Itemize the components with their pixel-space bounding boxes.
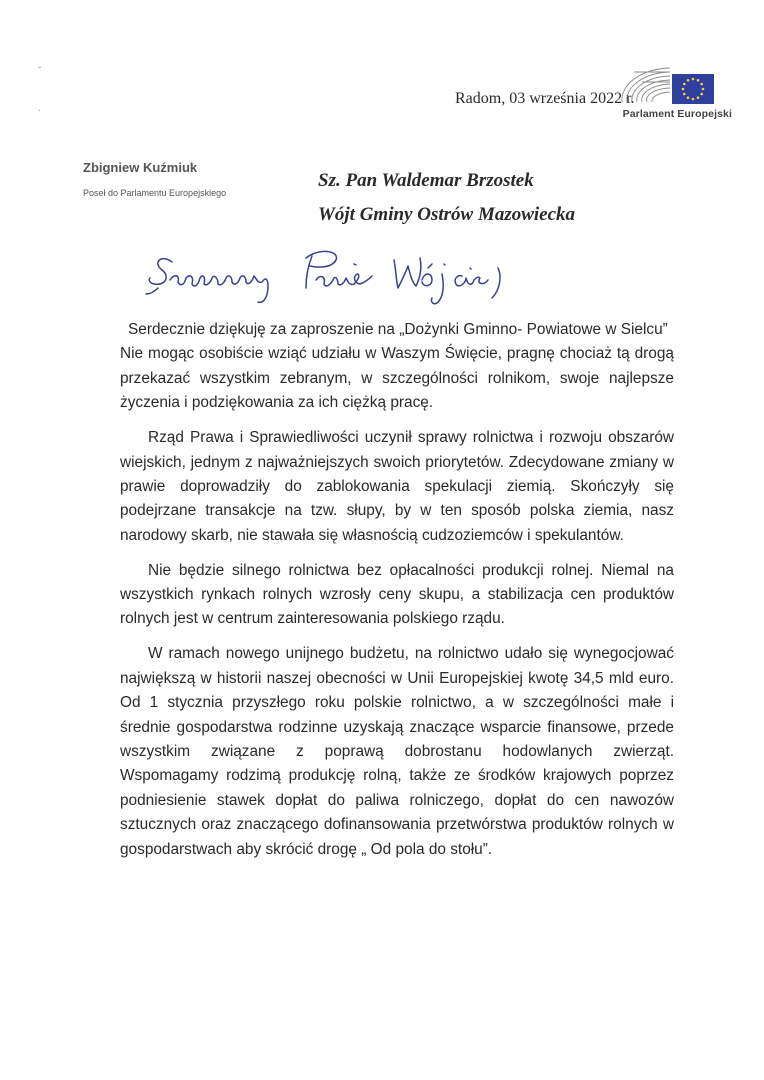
handwriting-image xyxy=(140,227,520,310)
paragraph-2: Rząd Prawa i Sprawiedliwości uczynił sprawy rolnictwa i rozwoju obszarów wiejskich, jednym z najważniejszych swoich priorytetów. Zdecydowane zmiany w prawie doprowadziły do zablokowania spekulacji ziemią. Skończyły się podejrzane transakcje na tzw. słupy, by w ten sposób polska ziemia, nasz narodowy skarb, nie stawała się własnością cudzoziemców i spekulantów. xyxy=(120,429,674,544)
handwritten-salutation xyxy=(140,227,520,310)
paragraph-4: W ramach nowego unijnego budżetu, na rolnictwo udało się wynegocjować największą w historii naszej obecności w Unii Europejskiej kwotę 34,5 mld euro. Od 1 stycznia przyszłego roku polskie rolnictwo, a w szczególności małe i średnie gospodarstwa rodzinne uzyskają znaczące wsparcie finansowe, przede wszystkim związane z poprawą dobrostanu hodowlanych zwierząt. Wspomagamy rodzimą produkcję rolną, także ze środków krajowych poprzez podniesienie stawek dopłat do paliwa rolniczego, dopłat do cen nawozów sztucznych oraz znaczącego dofinansowania przetwórstwa produktów rolnych w gospodarstwach aby skrócić drogę „ Od pola do stołu”. xyxy=(120,645,674,858)
paragraph-1 xyxy=(120,318,674,416)
paragraph-1-rest: Nie mogąc osobiście wziąć udziału w Waszym Święcie, pragnę chociaż tą drogą przekazać wszystkim zebranym, w szczególności rolnikom, swoje najlepsze życzenia i podziękowania za ich ciężką pracę. xyxy=(120,345,674,412)
letter-body xyxy=(120,318,674,873)
paragraph-3: Nie będzie silnego rolnictwa bez opłacalności produkcji rolnej. Niemal na wszystkich rynkach rolnych wzrosły ceny skupu, a stabilizacja cen produktów rolnych jest w centrum zainteresowania polskiego rządu. xyxy=(120,561,674,628)
salutation-text: Szanowny Panie Wójcie! xyxy=(140,227,302,244)
recipient-block xyxy=(318,164,575,232)
recipient-line-1: Sz. Pan Waldemar Brzostek xyxy=(318,170,534,191)
sender-role: Poseł do Parlamentu Europejskiego xyxy=(83,188,227,198)
recipient-line-2: Wójt Gminy Ostrów Mazowiecka xyxy=(318,204,576,225)
letter-date: Radom, 03 września 2022 r. xyxy=(455,90,635,107)
scan-mark: · xyxy=(38,106,42,117)
logo-label: Parlament Europejski xyxy=(622,108,732,120)
scan-mark: - xyxy=(38,62,42,73)
paragraph-1-first-line: Serdecznie dziękuję za zaproszenie na „Dożynki Gminno- Powiatowe w Sielcu” xyxy=(128,321,668,338)
sender-name: Zbigniew Kuźmiuk xyxy=(83,160,198,175)
